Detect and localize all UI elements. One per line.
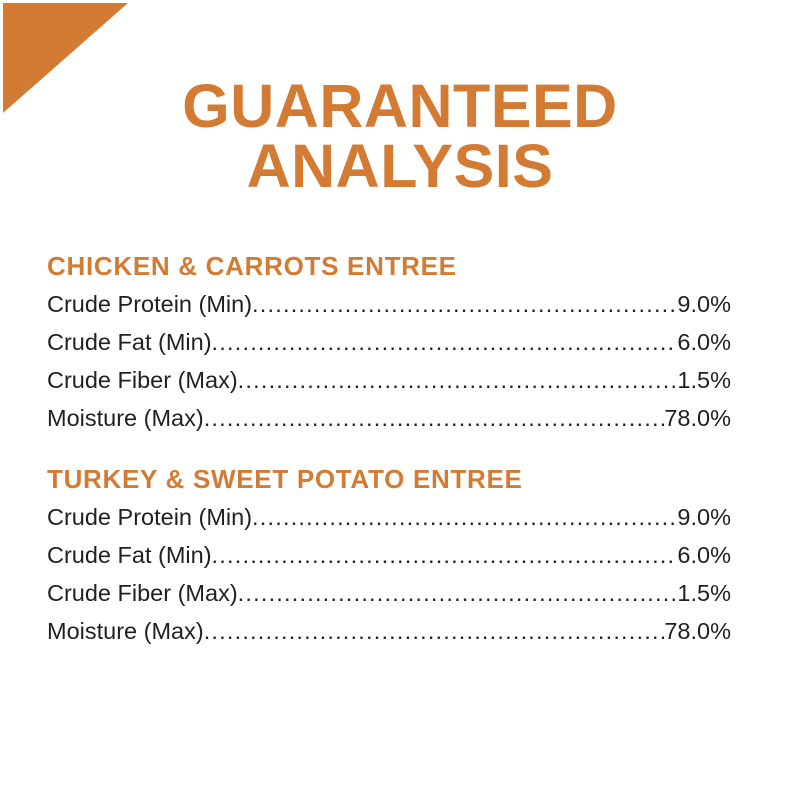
- nutrient-value: 6.0%: [677, 542, 731, 568]
- dot-leader: [204, 399, 665, 437]
- nutrient-label: Crude Fiber (Max): [47, 580, 238, 606]
- nutrient-label: Crude Protein (Min): [47, 291, 253, 317]
- nutrient-label: Crude Fat (Min): [47, 329, 212, 355]
- section-chicken-carrots-entree: [47, 251, 731, 437]
- nutrient-label: Crude Fiber (Max): [47, 367, 238, 393]
- nutrient-value: 9.0%: [677, 504, 731, 530]
- dot-leader: [238, 361, 678, 399]
- nutrient-row-moisture: [47, 399, 731, 437]
- nutrient-value: 78.0%: [664, 405, 731, 431]
- dot-leader: [212, 536, 678, 574]
- nutrient-value: 1.5%: [677, 367, 731, 393]
- dot-leader: [252, 285, 677, 323]
- page-title-line-2: ANALYSIS: [246, 132, 554, 200]
- section-turkey-sweet-potato-entree: [47, 464, 731, 650]
- nutrient-row-crude-protein: [47, 498, 731, 536]
- corner-triangle-decoration: [3, 3, 128, 113]
- nutrient-value: 9.0%: [677, 291, 731, 317]
- dot-leader: [204, 612, 665, 650]
- nutrient-value: 6.0%: [677, 329, 731, 355]
- nutrient-label: Moisture (Max): [47, 618, 204, 644]
- analysis-content: [47, 251, 731, 650]
- section-heading: CHICKEN & CARROTS ENTREE: [47, 251, 457, 281]
- dot-leader: [238, 574, 678, 612]
- nutrient-value: 1.5%: [677, 580, 731, 606]
- page-title-line-1: GUARANTEED: [182, 72, 618, 140]
- nutrient-label: Crude Protein (Min): [47, 504, 253, 530]
- nutrient-row-crude-fiber: [47, 361, 731, 399]
- nutrient-row-moisture: [47, 612, 731, 650]
- nutrient-row-crude-protein: [47, 285, 731, 323]
- nutrient-row-crude-fat: [47, 536, 731, 574]
- nutrient-row-crude-fat: [47, 323, 731, 361]
- nutrient-label: Moisture (Max): [47, 405, 204, 431]
- nutrient-label: Crude Fat (Min): [47, 542, 212, 568]
- dot-leader: [212, 323, 678, 361]
- nutrient-row-crude-fiber: [47, 574, 731, 612]
- nutrient-value: 78.0%: [664, 618, 731, 644]
- dot-leader: [252, 498, 677, 536]
- section-heading: TURKEY & SWEET POTATO ENTREE: [47, 464, 523, 494]
